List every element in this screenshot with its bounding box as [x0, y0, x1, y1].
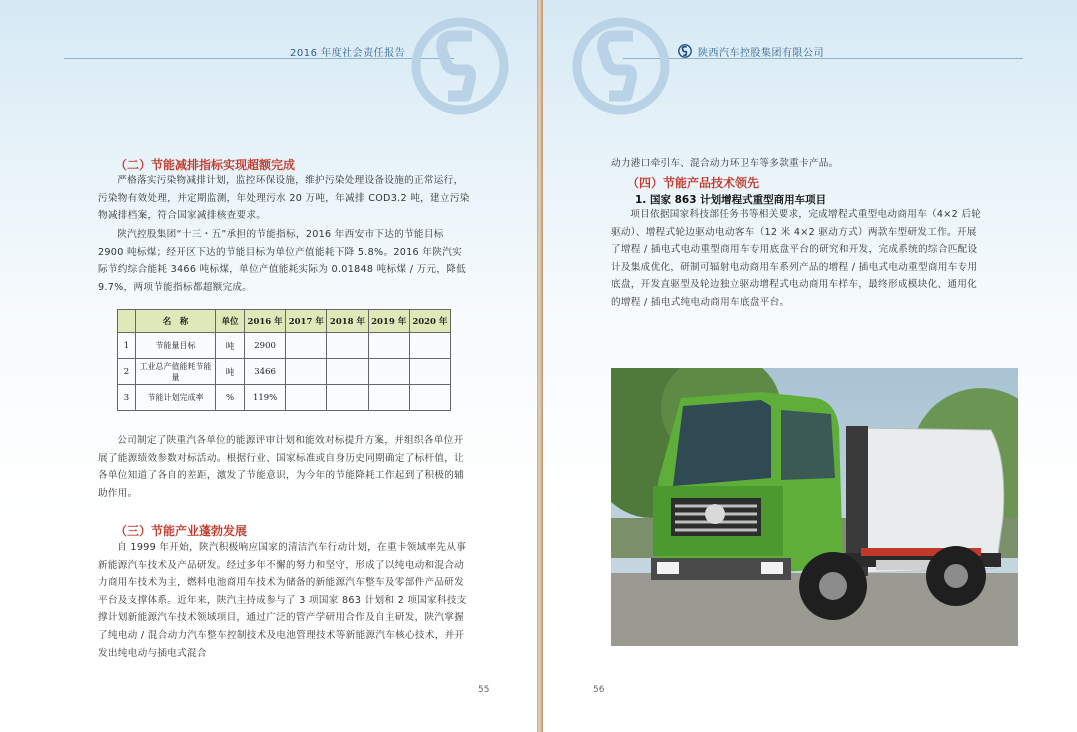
row-value-2020 [409, 359, 450, 385]
table-row [118, 359, 451, 385]
garbage-truck-photo [611, 368, 1018, 646]
row-value-2018 [327, 385, 368, 411]
table-header-2019: 2019 年 [368, 310, 409, 333]
row-unit: 吨 [216, 359, 245, 385]
table-header-2017: 2017 年 [286, 310, 327, 333]
watermark-logo-icon [410, 16, 510, 116]
watermark-logo-icon [571, 16, 671, 116]
row-value-2020 [409, 333, 450, 359]
row-value-2019 [368, 385, 409, 411]
company-header: 陕西汽车控股集团有限公司 [698, 48, 824, 59]
table-header-2016: 2016 年 [245, 310, 286, 333]
page-number-left: 55 [478, 685, 490, 695]
table-row [118, 333, 451, 359]
section4-title: （四）节能产品技术领先 [627, 176, 760, 190]
row-index: 2 [118, 359, 136, 385]
row-name: 节能计划完成率 [136, 385, 216, 411]
row-name: 节能量目标 [136, 333, 216, 359]
row-value-2016: 3466 [245, 359, 286, 385]
section3-title: （三）节能产业蓬勃发展 [115, 524, 248, 538]
row-value-2019 [368, 359, 409, 385]
row-value-2016: 2900 [245, 333, 286, 359]
row-unit: 吨 [216, 333, 245, 359]
row-name: 工业总产值能耗节能量 [136, 359, 216, 385]
section2-title: （二）节能减排指标实现超额完成 [115, 158, 296, 172]
row-unit: % [216, 385, 245, 411]
row-value-2016: 119% [245, 385, 286, 411]
table-header-unit: 单位 [216, 310, 245, 333]
row-value-2020 [409, 385, 450, 411]
row-value-2017 [286, 385, 327, 411]
shacman-logo-icon [678, 44, 692, 58]
section3-paragraph-1: 自 1999 年开始，陕汽积极响应国家的清洁汽车行动计划，在重卡领域率先从事新能源汽车技术及产品研发。经过多年不懈的努力和坚守，形成了以纯电动和混合动力商用车技术为主，燃料电池商用车技术为储备的新能源汽车整车及零部件产品研发平台及支撑体系。近年来，陕汽主持成参与了 3 项国家 863 计划和 2 项国家科技支撑计划新能源汽车技术领域项目，通过广泛的管产学研用合作及自主研发，陕汽掌握了纯电动 / 混合动力汽车整车控制技术及电池管理技术等新能源汽车核心技术，并开发出纯电动与插电式混合 [98, 542, 467, 659]
page-number-right: 56 [593, 685, 605, 695]
section2-paragraph-1: 严格落实污染物减排计划，监控环保设施，维护污染处理设备设施的正常运行，污染物有效处理，并定期监测，年处理污水 20 万吨，年减排 COD3.2 吨，建立污染物减排档案，符合国家减排核查要求。 [98, 175, 470, 222]
project-863-subtitle: 1. 国家 863 计划增程式重型商用车项目 [635, 194, 827, 206]
table-header-2018: 2018 年 [327, 310, 368, 333]
continued-paragraph: 动力港口牵引车、混合动力环卫车等多款重卡产品。 [611, 158, 839, 169]
table-header-index [118, 310, 136, 333]
left-page [0, 0, 537, 732]
row-value-2017 [286, 359, 327, 385]
row-value-2018 [327, 359, 368, 385]
benchmark-paragraph: 公司制定了陕重汽各单位的能源评审计划和能效对标提升方案，并组织各单位开展了能源绩效参数对标活动。根据行业、国家标准或自身历史同期确定了标杆值，让各单位知道了各自的差距，激发了节能意识，为今年的节能降耗工作起到了积极的辅助作用。 [98, 435, 465, 499]
section4-paragraph-1: 项目依据国家科技部任务书等相关要求，完成增程式重型电动商用车（4×2 后轮驱动）、增程式轮边驱动电动客车（12 米 4×2 驱动方式）两款车型研发工作。开展了增程 / 插电式电动重型商用车专用底盘平台的研究和开发，完成系统的综合匹配设计及集成优化，研制可辐射电动商用车系列产品的增程 / 插电式电动重型商用车专用底盘，开发直驱型及轮边独立驱动增程式电动商用车样车，最终形成模块化、通用化的增程 / 插电式纯电动商用车底盘平台。 [611, 209, 982, 308]
row-index: 1 [118, 333, 136, 359]
row-value-2019 [368, 333, 409, 359]
table-header-row [118, 310, 451, 333]
row-index: 3 [118, 385, 136, 411]
table-header-name: 名 称 [136, 310, 216, 333]
report-header: 2016 年度社会责任报告 [290, 48, 406, 59]
table-row [118, 385, 451, 411]
row-value-2017 [286, 333, 327, 359]
table-header-2020: 2020 年 [409, 310, 450, 333]
row-value-2018 [327, 333, 368, 359]
energy-target-table [117, 309, 451, 411]
section2-paragraph-2: 陕汽控股集团“十三・五”承担的节能指标，2016 年西安市下达的节能目标 2900 吨标煤；经开区下达的节能目标为单位产值能耗下降 5.8%。2016 年陕汽实际节约综合能耗 3466 吨标煤，单位产值能耗实际为 0.01848 吨标煤 / 万元，降低 9.7%，两项节能指标都超额完成。 [98, 229, 467, 293]
